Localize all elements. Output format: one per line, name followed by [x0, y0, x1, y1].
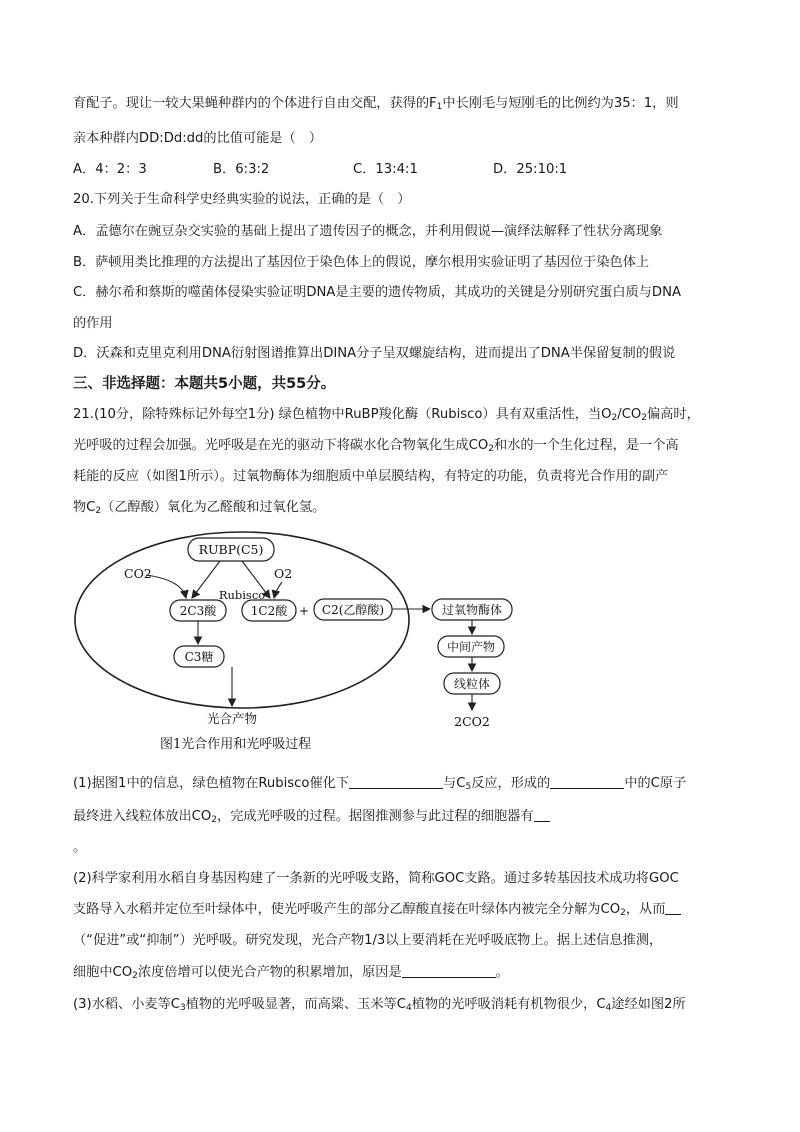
- peroxisome-label: 过氧物酶体: [441, 603, 503, 617]
- q20-option-d: D．沃森和克里克利用DNA衍射图谱推算出DINA分子呈双螺旋结构，进而提出了DNA半保留复制的假说: [73, 346, 676, 361]
- q21-sub1-line2: 最终进入线粒体放出$CO_2$，完成光呼吸的过程。据图推测参与此过程的细胞器有: [73, 808, 550, 826]
- q21-para-line1: 21.(10分，除特殊标记外每空1分) 绿色植物中RuBP羧化酶（Rubisco）具有双重活性，当$O_2/CO_2$偏高时，: [73, 407, 700, 423]
- q21-sub2-line4: 细胞中$CO_2$浓度倍增可以使光合产物的积累增加，原因是 。: [73, 965, 509, 981]
- o2-label: O2: [274, 566, 293, 581]
- q19-option-a: A．4：2：3: [73, 162, 147, 177]
- q21-para-line2: 光呼吸的过程会加强。光呼吸是在光的驱动下将碳水化合物氧化生成$CO_2$和水的一个生化过程，是一个高: [73, 438, 679, 454]
- figure-1-diagram: [70, 528, 550, 758]
- q20-option-c-cont: 的作用: [73, 316, 113, 331]
- q19-option-d: D．25:10:1: [493, 162, 568, 177]
- q21-sub3-line1: (3)水稻、小麦等$C_3$植物的光呼吸显著，而高粱、玉米等$C_4$植物的光呼吸消耗有机物很少，$C_4$途经如图2所: [73, 997, 686, 1013]
- plus-sign: +: [298, 604, 310, 618]
- q20-option-c: C．赫尔希和蔡斯的噬菌体侵染实验证明DNA是主要的遗传物质，其成功的关键是分别研究蛋白质与DNA: [73, 285, 681, 300]
- q21-sub1-line1: (1)据图1中的信息，绿色植物在Rubisco催化下 与$C_5$反应，形成的 中的C原子: [73, 776, 687, 792]
- answer-blank-2[interactable]: [550, 775, 624, 789]
- c3-sugar-label: C3糖: [184, 650, 214, 664]
- rubisco-label: Rubisco: [218, 588, 266, 602]
- answer-blank-1[interactable]: [349, 775, 443, 789]
- q20-stem: 20.下列关于生命科学史经典实验的说法，正确的是（ ）: [73, 192, 411, 207]
- co2-output-label: 2CO2: [454, 714, 490, 729]
- intermediate-label: 中间产物: [446, 640, 496, 654]
- answer-blank-5[interactable]: [402, 964, 496, 978]
- q21-para-line4: 物$C_2$（乙醇酸）氧化为乙醛酸和过氧化氢。: [73, 500, 326, 516]
- q20-option-a: A．孟德尔在豌豆杂交实验的基础上提出了遗传因子的概念，并利用假说—演绎法解释了性状分离现象: [73, 224, 663, 239]
- q21-para-line3: 耗能的反应（如图1所示）。过氧物酶体为细胞质中单层膜结构，有特定的功能，负责将光合作用的副产: [73, 469, 669, 484]
- q21-sub2-line3: （“促进”或“抑制”）光呼吸。研究发现，光合产物1/3以上要消耗在光呼吸底物上。据上述信息推测，: [73, 933, 663, 948]
- section-heading: 三、非选择题：本题共5小题，共55分。: [73, 376, 336, 392]
- c3-acid-label: 2C3酸: [179, 604, 217, 618]
- product-label: 光合产物: [206, 711, 258, 726]
- answer-blank-4[interactable]: [665, 901, 681, 915]
- mitochondria-label: 线粒体: [453, 677, 491, 691]
- c2-acid-label: 1C2酸: [250, 604, 288, 618]
- figure-caption: 图1光合作用和光呼吸过程: [160, 737, 312, 752]
- q19-line2: 亲本种群内DD:Dd:dd的比值可能是（ ）: [73, 131, 323, 146]
- q21-sub2-line1: (2)科学家利用水稻自身基因构建了一条新的光呼吸支路，简称GOC支路。通过多转基因技术成功将GOC: [73, 871, 679, 886]
- q19-option-c: C．13:4:1: [353, 162, 418, 177]
- q21-sub2-line2: 支路导入水稻并定位至叶绿体中，使光呼吸产生的部分乙醇酸直接在叶绿体内被完全分解为$CO_2$，从而: [73, 901, 681, 919]
- rubp-label: RUBP(C5): [198, 542, 264, 557]
- answer-blank-3[interactable]: [534, 808, 550, 822]
- co2-label: CO2: [124, 566, 152, 581]
- q20-option-b: B．萨顿用类比推理的方法提出了基因位于染色体上的假说，摩尔根用实验证明了基因位于染色体上: [73, 255, 650, 270]
- q19-option-b: B．6:3:2: [213, 162, 270, 177]
- glycolate-label: C2(乙醇酸): [321, 603, 385, 617]
- q19-line1: 育配子。现让一较大果蝇种群内的个体进行自由交配，获得的$F_1$中长刚毛与短刚毛的比例约为35：1，则: [73, 96, 679, 112]
- q21-sub1-line3: 。: [73, 840, 87, 855]
